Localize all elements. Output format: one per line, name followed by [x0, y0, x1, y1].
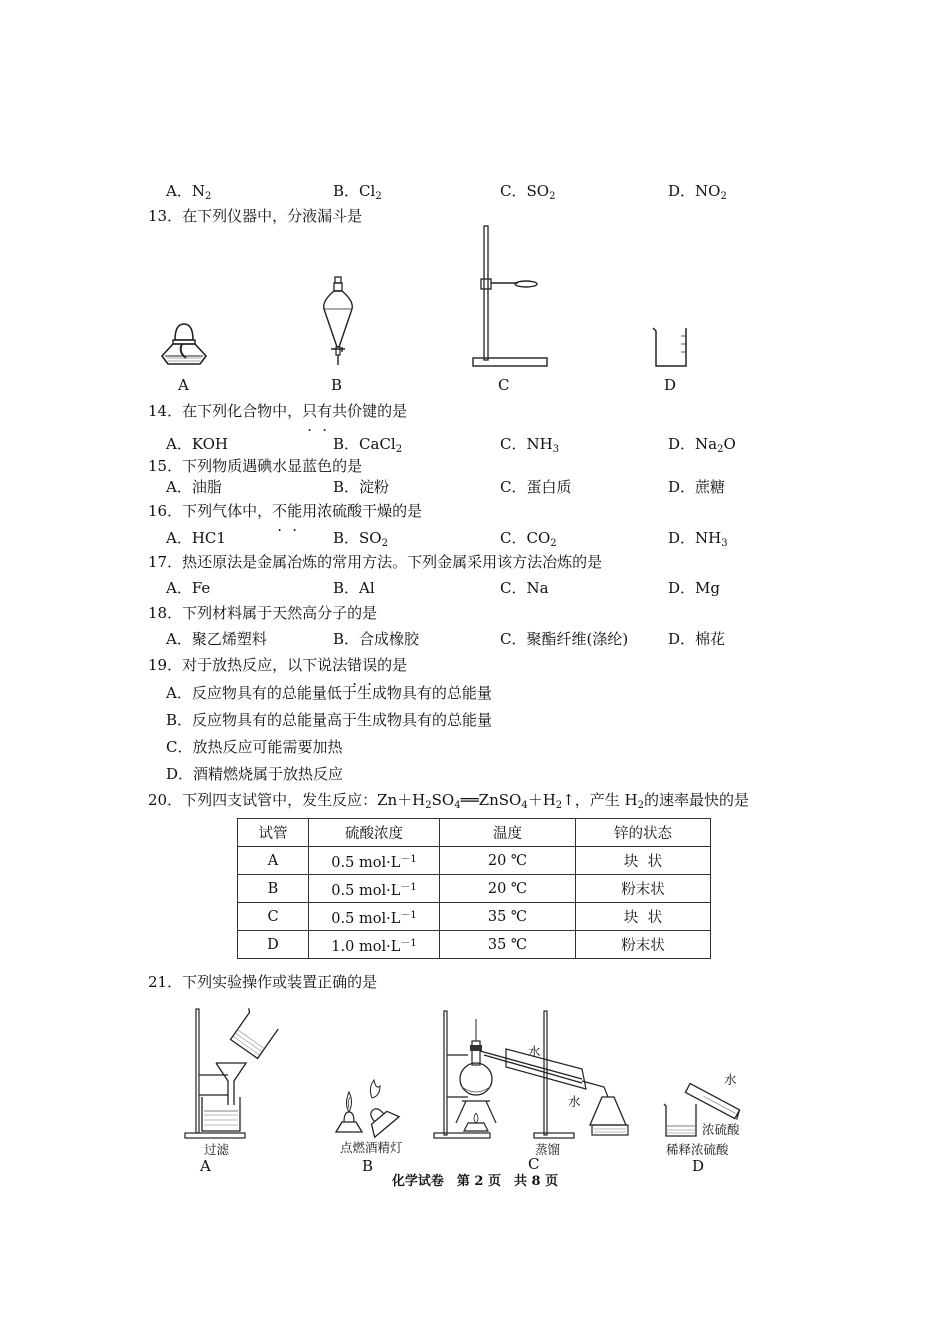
- q13-stem: 13．在下列仪器中，分液漏斗是: [148, 207, 363, 225]
- q19-option-d: D．酒精燃烧属于放热反应: [166, 765, 344, 783]
- q18-stem: 18．下列材料属于天然高分子的是: [148, 604, 378, 622]
- cell-zinc-state: 块 状: [576, 847, 711, 875]
- iron-stand-icon: [470, 222, 550, 370]
- q13-label-a: A: [178, 376, 189, 394]
- q13-label-b: B: [331, 376, 343, 394]
- cell-concentration: 1.0 $mol\cdot L^{-1}$: [309, 931, 440, 959]
- cell-concentration: 0.5 $mol\cdot L^{-1}$: [309, 847, 440, 875]
- beaker-icon: [651, 326, 691, 370]
- q18-option-c: C．聚酯纤维(涤纶): [500, 630, 629, 648]
- cell-zinc-state: 粉末状: [576, 931, 711, 959]
- cell-temperature: 35 ℃: [440, 903, 576, 931]
- page-footer: 化学试卷 第 2 页 共 8 页: [391, 1174, 559, 1189]
- separatory-funnel-icon: [318, 275, 358, 367]
- q16-option-d: D．$NH_3$: [668, 529, 728, 549]
- q14-option-b: B．CaCl$_2$: [333, 435, 403, 455]
- q21-letter-b: B: [362, 1157, 374, 1175]
- q16-option-b: B．$SO_2$: [333, 529, 388, 549]
- q21-letter-a: A: [200, 1157, 211, 1175]
- q21-letter-d: D: [692, 1157, 705, 1175]
- q12-option-d: D．$NO_2$: [668, 182, 727, 202]
- q14-option-c: C．$NH_3$: [500, 435, 560, 455]
- q13-label-c: C: [498, 376, 510, 394]
- table-header-row: [238, 819, 711, 847]
- header-concentration: 硫酸浓度: [309, 819, 440, 847]
- distillation-apparatus-icon: [432, 1005, 632, 1140]
- cell-tube: B: [238, 875, 309, 903]
- header-temperature: 温度: [440, 819, 576, 847]
- cell-temperature: 20 ℃: [440, 875, 576, 903]
- header-tube: 试管: [238, 819, 309, 847]
- cell-tube: D: [238, 931, 309, 959]
- q21-stem: 21．下列实验操作或装置正确的是: [148, 973, 378, 991]
- q15-option-c: C．蛋白质: [500, 478, 572, 496]
- q19-stem: 19．对于放热反应，以下说法错误的是: [148, 656, 408, 674]
- caption-d: 稀释浓硫酸: [666, 1142, 729, 1157]
- q14-option-d: D．$Na_2O$: [668, 435, 736, 455]
- alcohol-lamp-icon: [158, 318, 210, 368]
- q12-option-a: A．$N_2$: [166, 182, 212, 202]
- q14-stem: 14．在下列化合物中，只有共价键的是: [148, 402, 408, 420]
- q18-option-d: D．棉花: [668, 630, 726, 648]
- reaction-table: [237, 818, 711, 959]
- caption-b: 点燃酒精灯: [340, 1140, 403, 1155]
- q17-option-d: D．Mg: [668, 579, 720, 597]
- caption-c: 蒸馏: [535, 1142, 561, 1157]
- cell-tube: C: [238, 903, 309, 931]
- cell-temperature: 35 ℃: [440, 931, 576, 959]
- q18-option-a: A．聚乙烯塑料: [166, 630, 267, 648]
- q20-stem: 20．下列四支试管中，发生反应：$Zn+H_2SO_4══ZnSO_4+H_2↑$，产生 $H_2$的速率最快的是: [148, 791, 749, 811]
- lighting-lamp-icon: [332, 1078, 410, 1138]
- q12-option-c: C．$SO_2$: [500, 182, 556, 202]
- q19-option-a: A．反应物具有的总能量低于生成物具有的总能量: [166, 684, 492, 702]
- q15-option-b: B．淀粉: [333, 478, 390, 496]
- q17-option-c: C．Na: [500, 579, 549, 597]
- water-label-d: 水: [724, 1072, 737, 1087]
- filtration-apparatus-icon: [182, 1005, 278, 1141]
- table-row: [238, 903, 711, 931]
- cell-concentration: 0.5 $mol\cdot L^{-1}$: [309, 903, 440, 931]
- cell-concentration: 0.5 $mol\cdot L^{-1}$: [309, 875, 440, 903]
- q16-stem: 16．下列气体中，不能用浓硫酸干燥的是: [148, 502, 423, 520]
- q15-option-a: A．油脂: [166, 478, 222, 496]
- q19-option-c: C．放热反应可能需要加热: [166, 738, 343, 756]
- q13-label-d: D: [664, 376, 677, 394]
- q16-option-a: A．HC1: [166, 529, 226, 547]
- q17-option-a: A．Fe: [166, 579, 211, 597]
- caption-a: 过滤: [204, 1142, 230, 1157]
- q16-option-c: C．$CO_2$: [500, 529, 557, 549]
- water-label-in: 水: [528, 1044, 541, 1059]
- cell-zinc-state: 块 状: [576, 903, 711, 931]
- q17-stem: 17．热还原法是金属冶炼的常用方法。下列金属采用该方法冶炼的是: [148, 553, 603, 571]
- q17-option-b: B．Al: [333, 579, 375, 597]
- cell-zinc-state: 粉末状: [576, 875, 711, 903]
- q15-stem: 15．下列物质遇碘水显蓝色的是: [148, 457, 363, 475]
- q14-option-a: A．KOH: [166, 435, 229, 453]
- q18-option-b: B．合成橡胶: [333, 630, 420, 648]
- q12-option-b: B．$Cl_2$: [333, 182, 382, 202]
- table-row: [238, 875, 711, 903]
- water-label-out: 水: [568, 1094, 581, 1109]
- conc-acid-label: 浓硫酸: [702, 1122, 740, 1137]
- table-row: [238, 931, 711, 959]
- cell-temperature: 20 ℃: [440, 847, 576, 875]
- q21-letter-c: C: [528, 1155, 540, 1173]
- cell-tube: A: [238, 847, 309, 875]
- table-row: [238, 847, 711, 875]
- q15-option-d: D．蔗糖: [668, 478, 726, 496]
- header-zinc-state: 锌的状态: [576, 819, 711, 847]
- q19-option-b: B．反应物具有的总能量高于生成物具有的总能量: [166, 711, 493, 729]
